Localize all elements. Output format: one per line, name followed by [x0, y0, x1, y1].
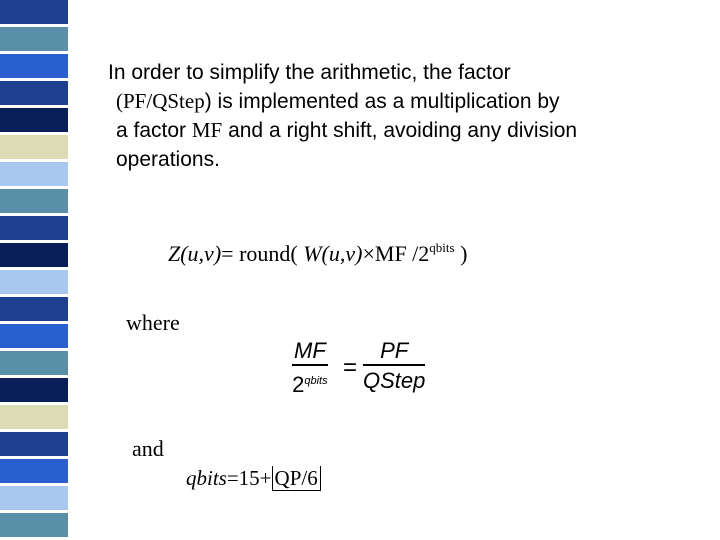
stripe-block — [0, 189, 68, 213]
intro-line-2-rest: ) is implemented as a multiplication by — [204, 90, 560, 113]
where-label: where — [126, 310, 180, 335]
intro-line-4: operations. — [116, 148, 220, 171]
decorative-stripe — [0, 0, 68, 540]
stripe-block — [0, 135, 68, 159]
stripe-block — [0, 270, 68, 294]
mf-term: MF — [191, 118, 223, 142]
qbits-mid: =15+ — [226, 466, 272, 490]
stripe-block — [0, 513, 68, 537]
stripe-block — [0, 0, 68, 24]
denominator-exponent: qbits — [304, 375, 328, 387]
fraction-pf — [363, 339, 425, 393]
stripe-block — [0, 216, 68, 240]
stripe-block — [0, 486, 68, 510]
stripe-block — [0, 27, 68, 51]
intro-line-3-a: a factor — [116, 119, 192, 142]
intro-line-3 — [108, 116, 698, 145]
stripe-block — [0, 432, 68, 456]
intro-paragraph — [108, 58, 698, 174]
stripe-block — [0, 459, 68, 483]
stripe-block — [0, 54, 68, 78]
qbits-lhs: qbits — [186, 466, 227, 490]
stripe-block — [0, 243, 68, 267]
qbits-equation — [186, 466, 321, 491]
floor-expression: QP/6 — [272, 466, 321, 491]
intro-line-2 — [108, 87, 698, 116]
stripe-block — [0, 297, 68, 321]
stripe-block — [0, 351, 68, 375]
and-label: and — [132, 436, 164, 461]
stripe-block — [0, 405, 68, 429]
intro-line-1: In order to simplify the arithmetic, the factor — [108, 61, 511, 84]
eq-mid: = round( — [221, 241, 304, 266]
quantization-equation — [168, 240, 467, 267]
eq-exponent: qbits — [429, 240, 455, 255]
fraction-mf-numerator: MF — [292, 339, 328, 366]
eq-times-mf: ×MF /2 — [362, 241, 430, 266]
stripe-block — [0, 108, 68, 132]
pf-qstep-term: PF/QStep — [123, 89, 205, 113]
fraction-mf — [292, 339, 328, 397]
eq-lhs: Z(u,v) — [168, 241, 222, 266]
fraction-mf-denominator — [292, 366, 328, 397]
stripe-block — [0, 378, 68, 402]
paren-open: ( — [116, 89, 123, 113]
fraction-pf-numerator: PF — [363, 339, 425, 366]
equals-sign: = — [343, 354, 358, 381]
stripe-block — [0, 162, 68, 186]
fraction-pf-denominator: QStep — [363, 368, 426, 393]
stripe-block — [0, 324, 68, 348]
denominator-base: 2 — [292, 372, 305, 397]
eq-close: ) — [454, 241, 468, 266]
eq-w: W(u,v) — [303, 241, 363, 266]
stripe-block — [0, 81, 68, 105]
intro-line-3-b: and a right shift, avoiding any division — [222, 119, 578, 142]
